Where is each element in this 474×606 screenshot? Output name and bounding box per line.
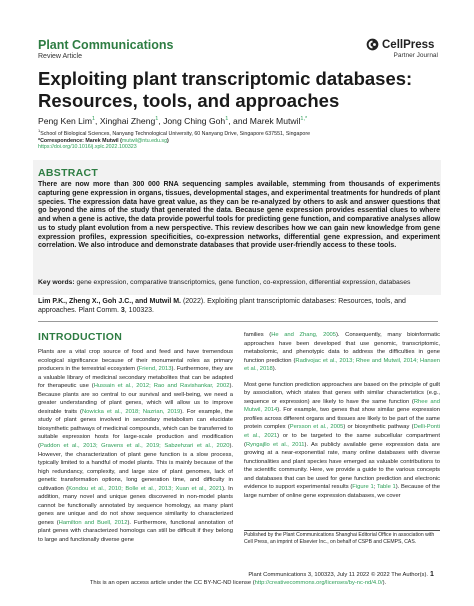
citation-authors: Lim P.K., Zheng X., Goh J.C., and Mutwil M. (38, 298, 181, 305)
publisher-footnote: Published by the Plant Communications Shanghai Editorial Office in association with Cell Press, an imprint of Elsevier Inc., on behalf of CSPB and CEMPS, CAS. (244, 532, 435, 545)
citation-volume: 3 (120, 306, 125, 314)
introduction-paragraph: Most gene function prediction approaches are based on the principle of guilt by association, which states that genes with similar characteristics (e.g., sequence or expression) are likely to have the same function (Rhee and Mutwil, 2014). For example, two genes that show similar gene expression profiles across different organs and tissues are likely to be part of the same protein complex (Persson et al., 2005) or biosynthetic pathway (Delli-Ponti et al., 2021) or to be targeted to the same subcellular compartment (Ryngajllo et al., 2011). As publicly available gene expression data are growing at a near-exponential rate, many online databases with diverse functionalities and plant species have emerged as valuable contributions to the scientific community. Here, we provide a guide to the various concepts and databases that can be used for gene function prediction and electronic evidence to support experimental results (Figure 1; Table 1). Because of the large number of online gene expression databases, we cover (244, 381, 441, 499)
citation-link[interactable]: Delli-Ponti et al., 2021 (244, 424, 441, 440)
citation-rest: (2022). Exploiting plant transcriptomic databases: Resources, tools, and approaches. Plant Comm. (38, 298, 406, 314)
correspondence-label: Correspondence: Marek Mutwil ( (40, 137, 122, 144)
introduction-heading: INTRODUCTION (38, 331, 123, 343)
license-text-end: ). (382, 580, 387, 586)
citation-link[interactable]: Friend, 2013 (138, 366, 172, 373)
publisher-sub: Partner Journal (393, 52, 438, 59)
abstract-text: There are now more than 300 000 RNA sequencing samples available, stemming from thousands of experiments capturing gene expression in organs, tissues, developmental stages, and experimental treatments for hundreds of plant species. The expression data have great value, as they can be re-analyzed by others to ask and answer questions that go beyond the aims of the study that generated the data. Because gene expression provides essential clues to where and when a gene is active, the data provide powerful tools for predicting gene function, and comparative analyses allow us to study plant evolution from a new perspective. This review describes how we can gain new knowledge from gene expression profiles, expression specificities, co-expression networks, differential gene expression, and experiment correlation. We also introduce and demonstrate databases that provide user-friendly access to these tools. (38, 181, 440, 250)
introduction-paragraph: families (He and Zhang, 2005). Consequently, many bioinformatic approaches have been developed that use genomic, transcriptomic, metabolomic, and phenotypic data to address the difficulties in gene function prediction (Radivojac et al., 2013; Rhee and Mutwil, 2014; Hansen et al., 2018). (244, 332, 441, 373)
author-name: Xinghai Zheng (99, 116, 156, 126)
keywords-label: Key words: (38, 279, 75, 286)
author-name: Jong Ching Goh (163, 116, 226, 126)
footnote-rule (244, 530, 440, 531)
citation-link[interactable]: Rhee and Mutwil, 2014 (244, 398, 441, 414)
citation (38, 298, 440, 316)
citation-link[interactable]: Hamilton and Buell, 2012 (58, 519, 128, 526)
article-title: Exploiting plant transcriptomic databases: Resources, tools, and approaches (38, 68, 413, 111)
introduction-left-column (38, 348, 233, 545)
citation-link[interactable]: Figure 1 (352, 484, 374, 491)
citation-link[interactable]: Paddon et al., 2013; Gravens et al., 2019; Sabzehzari et al., 2020 (39, 443, 230, 450)
publisher-name: CellPress (382, 38, 435, 51)
journal-name: Plant Communications (38, 38, 174, 52)
keywords-text: gene expression, comparative transcriptomics, gene function, co-expression, differential expression, databases (74, 279, 411, 286)
abstract-heading: ABSTRACT (38, 167, 99, 179)
affiliation: School of Biological Sciences, Nanyang Technological University, 60 Nanyang Drive, Singapore 637551, Singapore (40, 130, 311, 137)
article-type: Review Article (38, 53, 82, 60)
author-affiliation-mark: 1,* (300, 116, 308, 123)
cellpress-logo-icon (366, 38, 379, 51)
license-link[interactable]: http://creativecommons.org/licenses/by-nc-nd/4.0/ (254, 580, 383, 586)
license-text: This is an open access article under the CC BY-NC-ND license ( (89, 580, 255, 586)
page-number: 1 (430, 571, 434, 578)
doi-link[interactable]: https://doi.org/10.1016/j.xplc.2022.100323 (38, 144, 137, 151)
citation-link[interactable]: Radivojac et al., 2013; Rhee and Mutwil, 2014; Hansen et al., 2018 (244, 357, 441, 373)
citation-link[interactable]: Ryngajllo et al., 2011 (245, 441, 305, 448)
author-affiliation-mark: 1 (91, 116, 96, 123)
citation-link[interactable]: Table 1 (376, 484, 396, 491)
author-name: Marek Mutwil (249, 116, 301, 126)
author-name: Peng Ken Lim (38, 116, 92, 126)
introduction-paragraph: Plants are a vital crop source of food and feed and have tremendous ecological significance because of their monumental roles as primary producers in the terrestrial ecosystem (Friend, 2013). Furthermore, they are a valuable library of medicinal secondary metabolites that can be adapted for therapeutic use (Hussain et al., 2012; Rao and Ravishankar, 2002). Because plants are so central to our survival and well-being, we need a greater understanding of plant genes, which will allow us to improve desirable traits (Nowicka et al., 2018; Nazrian, 2019). For example, the study of plant genes involved in secondary metabolism can elucidate biosynthetic pathways of medicinal compounds, which can be transferred to suitable expression hosts for large-scale production and modification (Paddon et al., 2013; Gravens et al., 2019; Sabzehzari et al., 2020). However, the characterization of plant gene function is a slow process, typically limited to a handful of model plants. This is mainly because of the high redundancy, complexity, and large size of plant genomes, lack of genetic transformation options, long generation time, and difficulty in cultivation (Kondou et al., 2010; Bolle et al., 2013; Xuan et al., 2021). In addition, many novel and unique genes discovered in non-model plants cannot be functionally annotated by sequence homology, as many plant genes are unique and do not show sequence similarity to characterized genes (Hamilton and Buell, 2012). Furthermore, functional annotation of plant genes with characterized homologs can still be difficult if they belong to large and functionally diverse gene (38, 349, 234, 544)
citation-link[interactable]: He and Zhang, 2005 (271, 332, 336, 338)
citation-link[interactable]: Nowicka et al., 2018; Nazrian, 2019 (81, 408, 181, 415)
footer-journal-info: Plant Communications 3, 100323, July 11 2022 © 2022 The Author(s). (248, 572, 428, 578)
introduction-right-column (244, 331, 440, 500)
author-affiliation-mark: 1 (225, 116, 229, 123)
affiliations: $^1$School of Biological Sciences, Nanyang Technological University, 60 Nanyang Drive, Singapore 637551, Singapore *Correspondence: Marek Mutwil (mutwil@ntu.edu.sg) https://doi.org/10.1016/j.xplc.2022.100323 (38, 128, 311, 151)
footer-license (38, 580, 438, 586)
author-list: Peng Ken Lim$^1$, Xinghai Zheng$^1$, Jong Ching Goh$^1$, and Marek Mutwil$^{1,*}$ (38, 116, 308, 126)
citation-link[interactable]: Persson et al., 2005 (289, 424, 344, 431)
citation-link[interactable]: Hussain et al., 2012; Rao and Ravishankar, 2002 (93, 383, 230, 390)
author-affiliation-mark: 1 (155, 116, 159, 123)
publisher-logo (366, 38, 438, 59)
citation-link[interactable]: Kondou et al., 2010; Bolle et al., 2013; Xuan et al., 2021 (68, 485, 223, 492)
keywords (38, 279, 440, 288)
correspondence-email-link[interactable]: mutwil@ntu.edu.sg (121, 137, 168, 144)
citation-article: , 100323. (124, 306, 154, 314)
section-divider (38, 321, 438, 322)
